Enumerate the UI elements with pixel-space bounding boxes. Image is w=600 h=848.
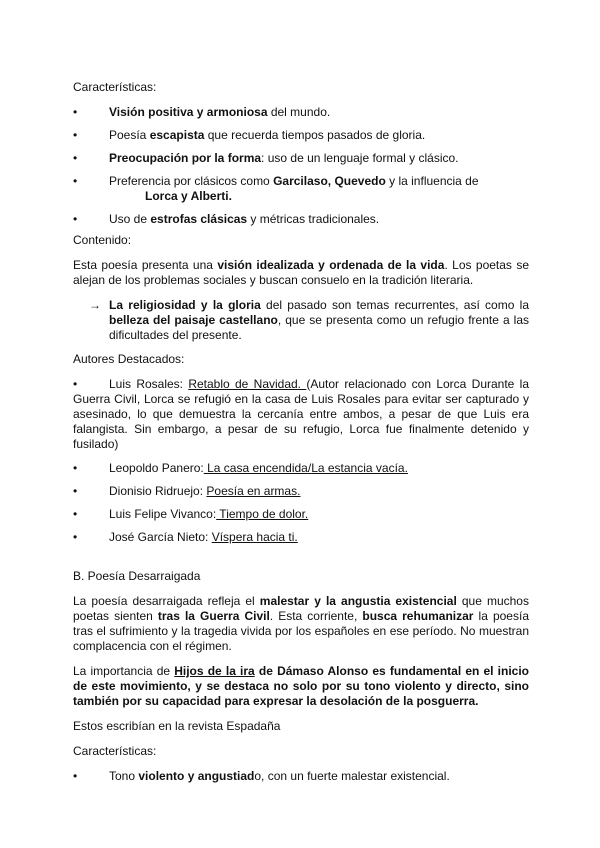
autor-luis-rosales: • Luis Rosales: Retablo de Navidad. (Autor relacionado con Lorca Durante la Guerra Civil, Lorca se refugió en la casa de Luis Rosales para evitar ser capturado y asesinado, lo que demuestra la cercanía entre ambos, a pesar de que Luis era falangista. Sin embargo, a pesar de su refugio, Lorca fue finalmente detenido y fusilado) bbox=[73, 377, 529, 451]
contenido-paragraph: Esta poesía presenta una visión idealizada y ordenada de la vida. Los poetas se alejan de los problemas sociales y buscan consuelo en la tradición literaria. bbox=[73, 258, 529, 287]
caracteristicas-list-2 bbox=[73, 769, 529, 784]
bullet: • bbox=[73, 484, 78, 498]
desarraigada-paragraph: La poesía desarraigada refleja el malestar y la angustia existencial que muchos poetas sienten tras la Guerra Civil. Esta corriente, busca rehumanizar la poesía tras el sufrimiento y la tragedia vivida por los españoles en ese período. No muestran complacencia con el régimen. bbox=[73, 594, 529, 653]
bullet: • bbox=[73, 507, 78, 521]
list-item: • Visión positiva y armoniosa del mundo. bbox=[73, 105, 331, 119]
list-item: • Uso de estrofas clásicas y métricas tradicionales. bbox=[73, 212, 380, 226]
list-item: • Dionisio Ridruejo: Poesía en armas. bbox=[73, 484, 301, 498]
list-item: • Preocupación por la forma: uso de un lenguaje formal y clásico. bbox=[73, 151, 459, 165]
section-b-heading: B. Poesía Desarraigada bbox=[73, 569, 201, 583]
bullet: • bbox=[73, 105, 78, 119]
bullet: • bbox=[73, 461, 78, 475]
bullet: • bbox=[73, 530, 78, 544]
bullet: • bbox=[73, 174, 78, 188]
list-item: • José García Nieto: Víspera hacia ti. bbox=[73, 530, 298, 544]
list-item: • Tono violento y angustiado, con un fuerte malestar existencial. bbox=[73, 769, 450, 783]
bullet: • bbox=[73, 377, 78, 391]
autores-list bbox=[73, 461, 529, 545]
espadana-line: Estos escribían en la revista Espadaña bbox=[73, 719, 281, 733]
contenido-arrow-point: → La religiosidad y la gloria del pasado son temas recurrentes, así como la belleza del paisaje castellano, que se presenta como un refugio frente a las dificultades del presente. bbox=[89, 298, 529, 342]
list-item: • Luis Felipe Vivanco: Tiempo de dolor. bbox=[73, 507, 309, 521]
arrow-icon: → bbox=[89, 298, 101, 312]
bullet: • bbox=[73, 769, 78, 783]
bullet: • bbox=[73, 128, 78, 142]
bullet: • bbox=[73, 151, 78, 165]
autores-heading: Autores Destacados: bbox=[73, 352, 185, 366]
caracteristicas-list bbox=[73, 105, 529, 227]
bullet: • bbox=[73, 212, 78, 226]
list-item: • Preferencia por clásicos como Garcilaso, Quevedo y la influencia de Lorca y Alberti. bbox=[73, 174, 479, 203]
list-item: • Poesía escapista que recuerda tiempos pasados de gloria. bbox=[73, 128, 426, 142]
caracteristicas-heading: Características: bbox=[73, 80, 157, 94]
list-item: • Leopoldo Panero: La casa encendida/La estancia vacía. bbox=[73, 461, 408, 475]
caracteristicas-heading-2: Características: bbox=[73, 744, 157, 758]
contenido-heading: Contenido: bbox=[73, 233, 132, 247]
document-page bbox=[73, 80, 529, 792]
hijos-paragraph: La importancia de Hijos de la ira de Dámaso Alonso es fundamental en el inicio de este movimiento, y se destaca no solo por su tono violento y directo, sino también por su capacidad para expresar la desolación de la posguerra. bbox=[73, 664, 529, 708]
